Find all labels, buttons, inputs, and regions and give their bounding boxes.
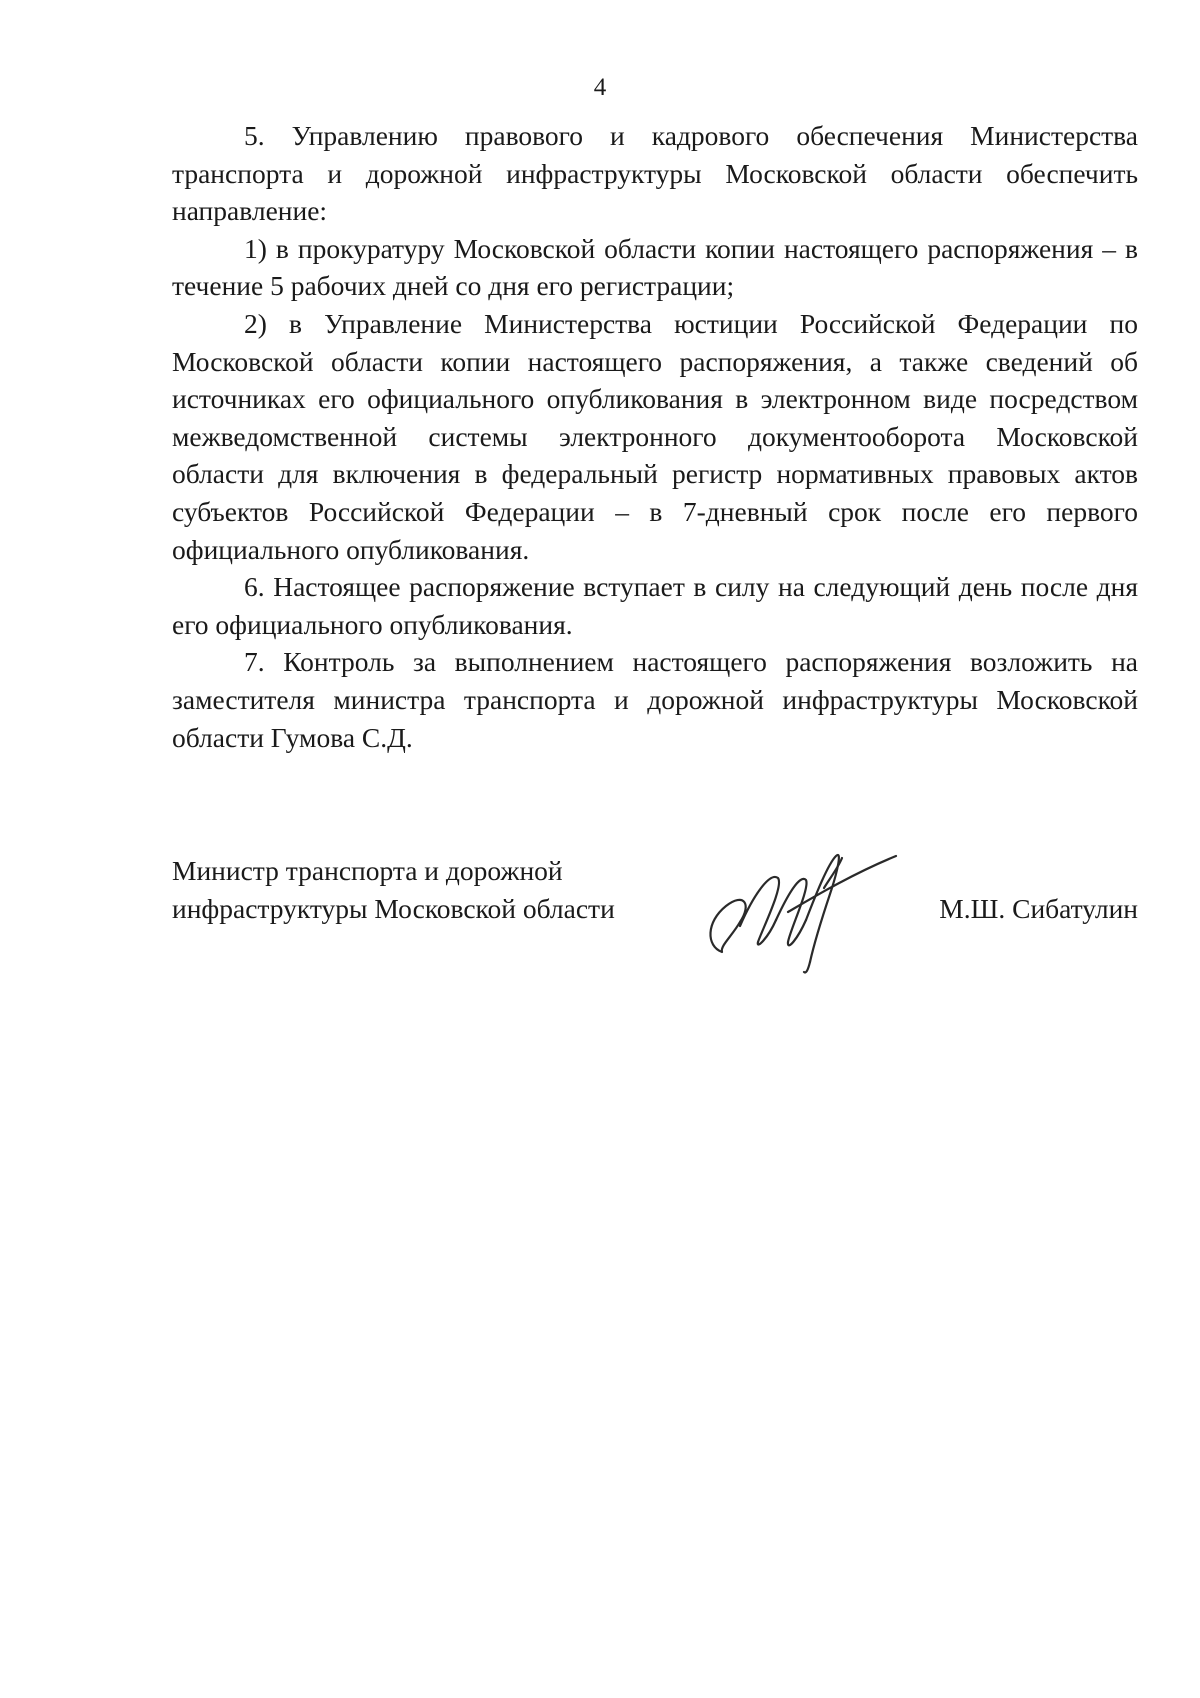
signatory-title-line-2: инфраструктуры Московской области <box>172 892 615 924</box>
paragraph-5-item-2: 2) в Управление Министерства юстиции Российской Федерации по Московской области копии настоящего распоряжения, а также сведений об источниках его официального опубликования в электронном виде посредством межведомственной системы электронного документооборота Московской области для включения в федеральный регистр нормативных правовых актов субъектов Российской Федерации – в 7-дневный срок после его первого официального опубликования. <box>172 307 1138 565</box>
paragraph-6: 6. Настоящее распоряжение вступает в силу на следующий день после дня его официального опубликования. <box>172 571 1138 640</box>
signatory-title-line-1: Министр транспорта и дорожной <box>172 855 563 886</box>
signature-block <box>172 852 1138 982</box>
signatory-name: М.Ш. Сибатулин <box>939 892 1138 924</box>
handwritten-signature <box>692 834 902 974</box>
paragraph-5: 5. Управлению правового и кадрового обеспечения Министерства транспорта и дорожной инфраструктуры Московской области обеспечить направление: <box>172 120 1138 227</box>
paragraph-7: 7. Контроль за выполнением настоящего распоряжения возложить на заместителя министра транспорта и дорожной инфраструктуры Московской области Гумова С.Д. <box>172 646 1138 753</box>
page-number: 4 <box>593 74 607 101</box>
signatory-title <box>172 852 615 927</box>
paragraph-5-item-1: 1) в прокуратуру Московской области копии настоящего распоряжения – в течение 5 рабочих дней со дня его регистрации; <box>172 232 1138 302</box>
document-body <box>172 117 1138 756</box>
